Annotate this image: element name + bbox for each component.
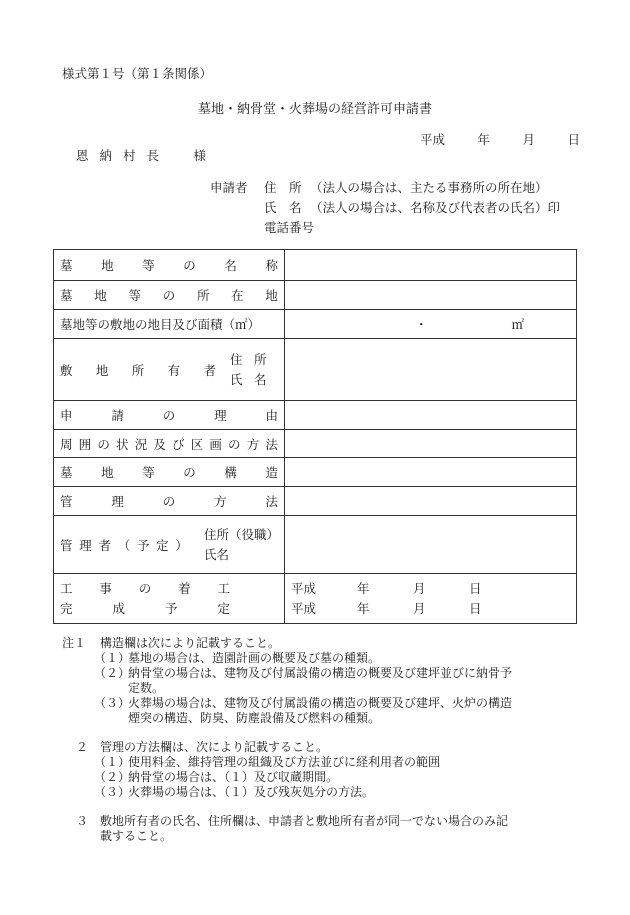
list-item [62,770,582,785]
applicant-name-note: （法人の場合は、名称及び代表者の氏名）印 [310,200,561,215]
note-2-2-text: 納骨堂の場合は、（１）及び収蔵期間。 [128,770,339,784]
list-item [62,666,582,681]
applicant-address-label: 住 所 [264,180,302,195]
surroundings-value[interactable] [285,430,577,458]
area-dot: ・ [415,317,428,332]
applicant-label: 申請者 [210,180,248,195]
note-1-3-continuation: 煙突の構造、防臭、防塵設備及び燃料の種類。 [128,711,381,725]
applicant-name-label: 氏 名 [264,200,302,215]
table-row [54,458,577,487]
completion-label: 完 成 予 定 [60,600,230,616]
table-row [54,516,577,574]
note-1-2-index: （２） [94,666,131,680]
note-1-2-continuation: 定数。 [128,681,165,695]
table-row [54,339,577,401]
list-item [62,711,582,726]
applicant-address-note: （法人の場合は、主たる事務所の所在地） [310,180,548,195]
name-value[interactable] [285,250,577,281]
structure-value[interactable] [285,458,577,487]
completion-era: 平成 [291,600,317,616]
schedule-value[interactable] [285,574,577,624]
completion-day: 日 [469,600,482,616]
notes-section [62,636,582,844]
location-value[interactable] [285,281,577,310]
document-title: 墓地・納骨堂・火葬場の経営許可申請書 [197,102,432,117]
start-month: 月 [413,580,426,596]
note-2-number: ２ [76,740,89,754]
date-day: 日 [567,132,580,147]
table-row [54,250,577,281]
note-1-1-index: （１） [94,651,131,665]
list-item [62,785,582,800]
start-day: 日 [469,580,482,596]
area-value[interactable] [285,310,577,339]
note-1-3-text: 火葬場の場合は、建物及び付属設備の構造の概要及び建坪、火炉の構造 [128,696,513,710]
table-row [54,310,577,339]
table-row [54,487,577,516]
note-2-1-index: （１） [94,755,131,769]
note-2-2-index: （２） [94,770,131,784]
form-number: 様式第１号（第１条関係） [62,66,213,81]
applicant-block [210,178,560,238]
note-1-2-text: 納骨堂の場合は、建物及び付属設備の構造の概要及び建坪並びに納骨予 [128,666,513,680]
manager-label: 管 理 者 （ 予 定 ） [60,537,188,553]
completion-month: 月 [413,600,426,616]
date-year: 年 [477,132,490,147]
owner-name-label: 氏 名 [230,371,267,387]
start-date [291,579,570,599]
addressee: 恩納村長 様 [76,148,218,163]
application-date [420,130,580,148]
note-2-3-index: （３） [94,785,131,799]
manager-address-label: 住所（役職） [204,526,280,542]
note-1-number: 注１ [62,636,87,650]
reason-label: 申 請 の 理 由 [60,408,278,423]
management-label: 管 理 の 方 法 [60,494,278,509]
applicant-phone-label: 電話番号 [264,220,315,235]
note-3-number: ３ [76,814,89,828]
table-row [54,430,577,458]
start-label: 工 事 の 着 工 [60,580,230,596]
note-2-3-text: 火葬場の場合は、（１）及び残灰処分の方法。 [128,785,375,799]
note-3-continuation: 載すること。 [100,829,173,843]
table-row [54,281,577,310]
name-label: 墓 地 等 の 名 称 [60,258,278,273]
area-unit: ㎡ [511,317,525,332]
table-row [54,574,577,624]
location-label: 墓 地 等 の 所 在 地 [60,288,278,303]
note-3-text: 敷地所有者の氏名、住所欄は、申請者と敷地所有者が同一でない場合のみ記 [100,814,509,828]
note-1-3-index: （３） [94,696,131,710]
start-year: 年 [357,580,370,596]
list-item [62,681,582,696]
manager-name-label: 氏名 [204,546,230,562]
list-item [62,651,582,666]
owner-value[interactable] [285,339,577,401]
note-2-1-text: 使用料金、維持管理の組織及び方法並びに経利用者の範囲 [128,755,441,769]
start-era: 平成 [291,580,317,596]
surroundings-label: 周 囲 の 状 況 及 び 区 画 の 方 法 [60,436,278,452]
manager-value[interactable] [285,516,577,574]
management-value[interactable] [285,487,577,516]
list-item [62,696,582,711]
area-label: 墓地等の敷地の地目及び面積（㎡） [54,310,285,339]
date-month: 月 [522,132,535,147]
owner-label: 敷 地 所 有 者 [60,362,216,378]
date-era: 平成 [420,132,446,147]
application-table [53,249,577,624]
reason-value[interactable] [285,401,577,430]
completion-date [291,599,570,619]
list-item [62,755,582,770]
owner-address-label: 住 所 [230,351,267,367]
completion-year: 年 [357,600,370,616]
note-1-text: 構造欄は次により記載すること。 [100,636,281,650]
structure-label: 墓 地 等 の 構 造 [60,465,278,480]
note-1-1-text: 墓地の場合は、造園計画の概要及び墓の種類。 [128,651,381,665]
note-2-text: 管理の方法欄は、次により記載すること。 [100,740,329,754]
table-row [54,401,577,430]
